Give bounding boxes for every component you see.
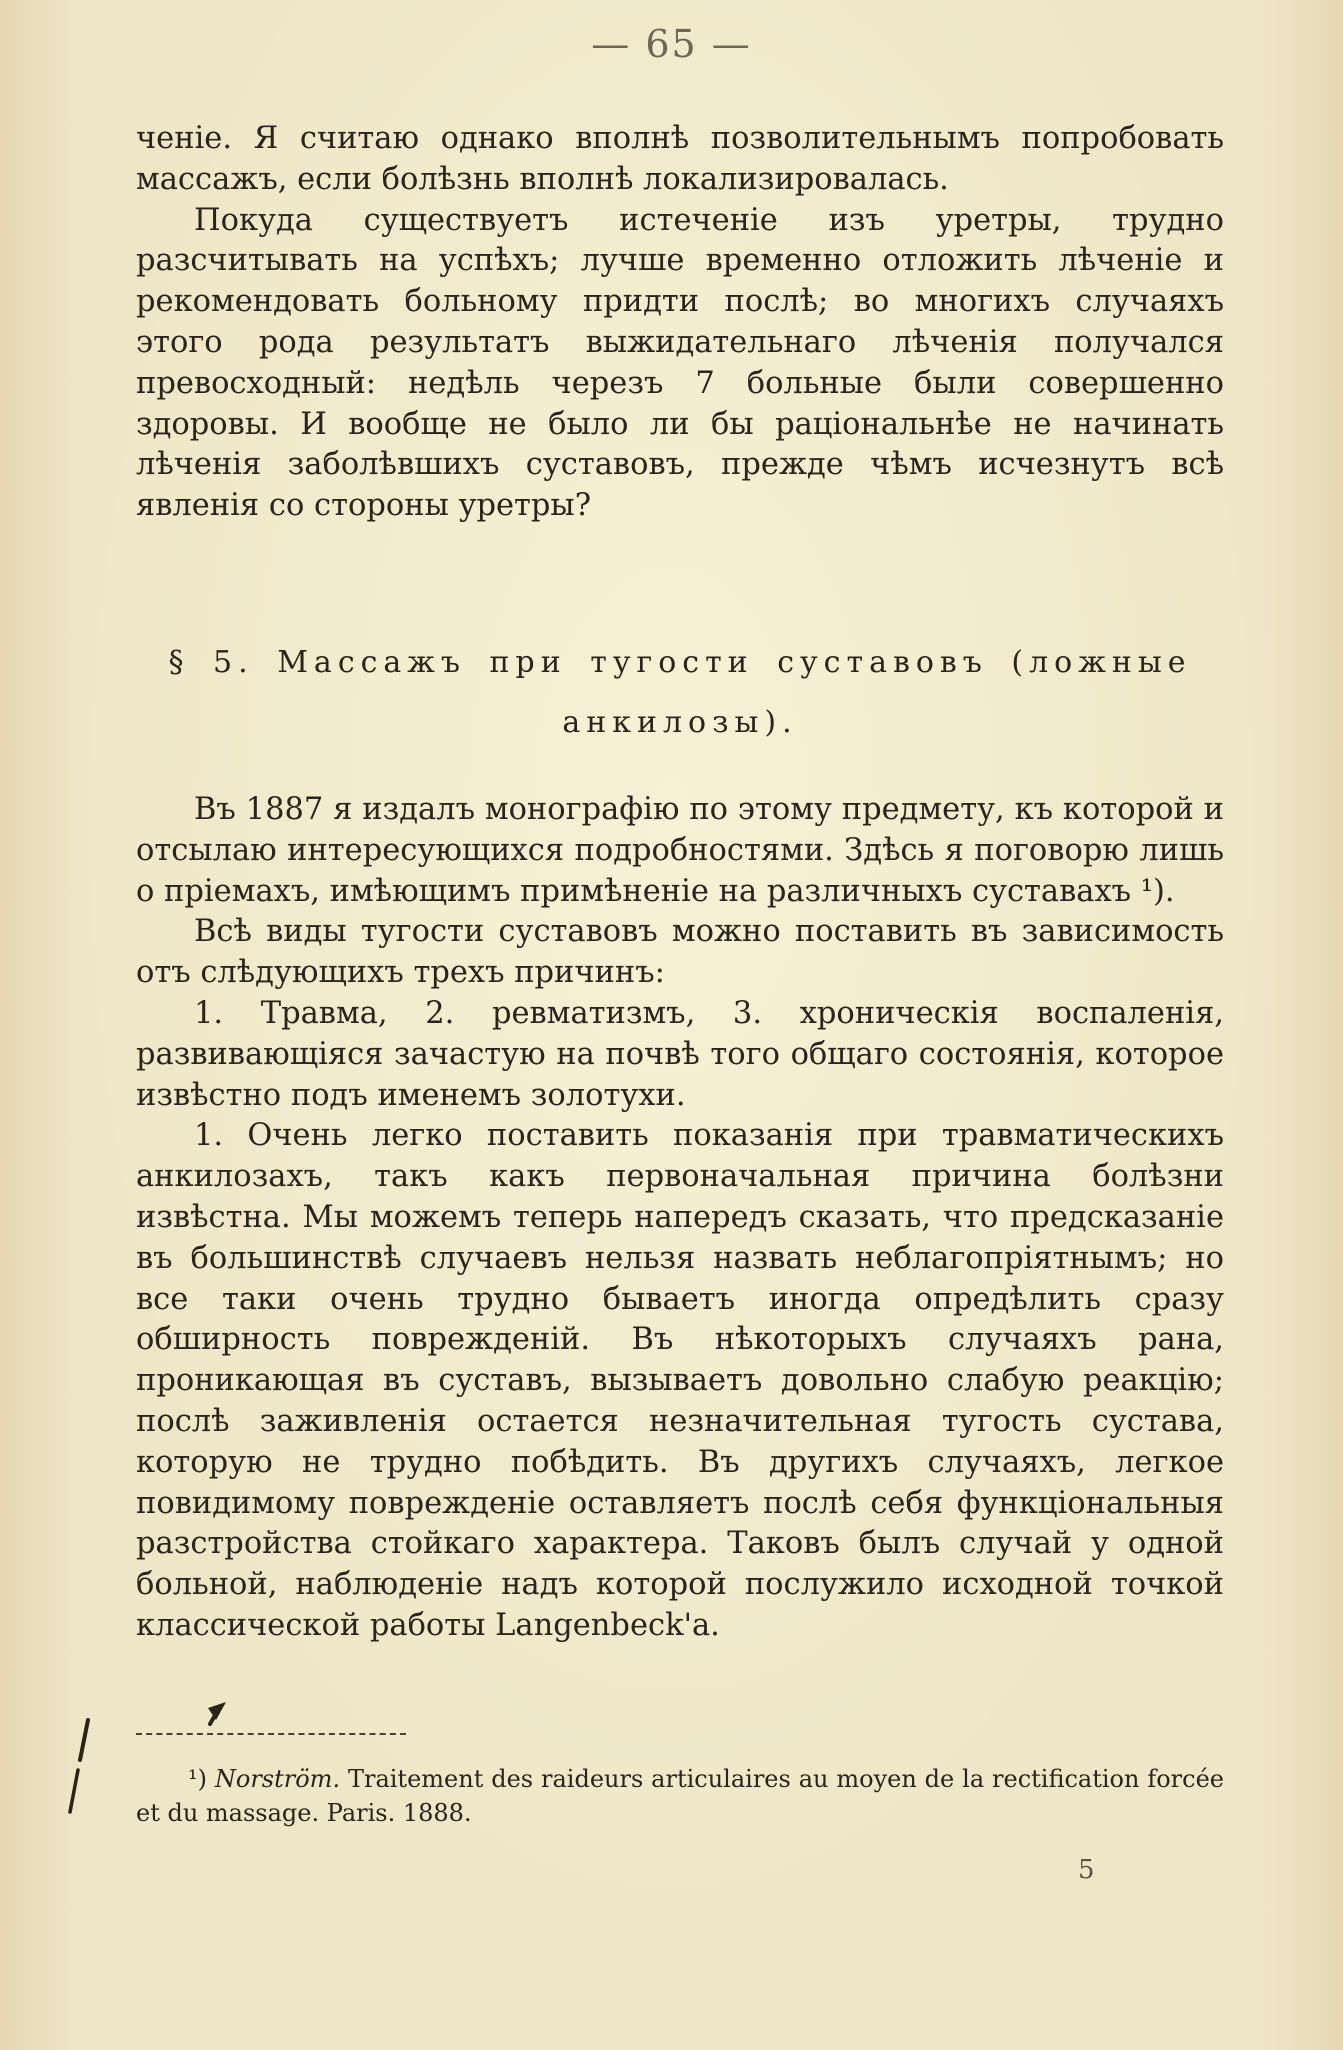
footnote-author: Norström. — [214, 1765, 341, 1793]
section-heading: § 5. Массажъ при тугости суставовъ (ложные анкилозы). — [168, 645, 1192, 740]
paragraph: Всѣ виды тугости суставовъ можно поставить въ зависимость отъ слѣдующихъ трехъ причинъ: — [136, 914, 1224, 991]
paragraph-continuation: ченіе. Я считаю однако вполнѣ позволительнымъ попробовать массажъ, если болѣзнь вполнѣ локализировалась. — [136, 121, 1224, 197]
main-text-block — [136, 790, 1224, 1647]
footnote-text: Traitement des raideurs articulaires au moyen de la rectification forcée et du massage. Paris. 1888. — [136, 1765, 1224, 1827]
footnote-marker: ¹) — [188, 1765, 207, 1793]
signature-mark: 5 — [1078, 1855, 1095, 1885]
paragraph: Покуда существуетъ истеченіе изъ уретры, трудно разсчитывать на успѣхъ; лучше временно отложить лѣченіе и рекомендовать больному придти послѣ; во многихъ случаяхъ этого рода результатъ выжидательнаго лѣченія получался превосходный: недѣль черезъ 7 больные были совершенно здоровы. И вообще не было ли бы раціональнѣе не начинать лѣченія заболѣвшихъ суставовъ, прежде чѣмъ исчезнутъ всѣ явленія со стороны уретры? — [136, 202, 1224, 524]
footnote-divider — [136, 1733, 406, 1735]
page-number: — 65 — — [591, 22, 752, 66]
paragraph: Въ 1887 я издалъ монографію по этому предмету, къ которой и отсылаю интересующихся подробностями. Здѣсь я поговорю лишь о пріемахъ, имѣющимъ примѣненіе на различныхъ суставахъ ¹). — [136, 792, 1224, 909]
footnote — [136, 1762, 1224, 1830]
paragraph: 1. Очень легко поставить показанія при травматическихъ анкилозахъ, такъ какъ первоначальная причина болѣзни извѣстна. Мы можемъ теперь напередъ сказать, что предсказаніе въ большинствѣ случаевъ нельзя назвать неблагопріятнымъ; но все таки очень трудно бываетъ иногда опредѣлить сразу обширность поврежденій. Въ нѣкоторыхъ случаяхъ рана, проникающая въ суставъ, вызываетъ довольно слабую реакцію; послѣ заживленія остается незначительная тугость сустава, которую не трудно побѣдить. Въ другихъ случаяхъ, легкое повидимому поврежденіе оставляетъ послѣ себя функціональныя разстройства стойкаго характера. Таковъ былъ случай у одной больной, наблюденіе надъ которой послужило исходной точкой классической работы Langenbeck'а. — [136, 1118, 1224, 1643]
top-text-block — [136, 119, 1224, 527]
list-paragraph: 1. Травма, 2. ревматизмъ, 3. хроническія воспаленія, развивающіяся зачастую на почвѣ того общаго состоянія, которое извѣстно подъ именемъ золотухи. — [136, 995, 1224, 1113]
